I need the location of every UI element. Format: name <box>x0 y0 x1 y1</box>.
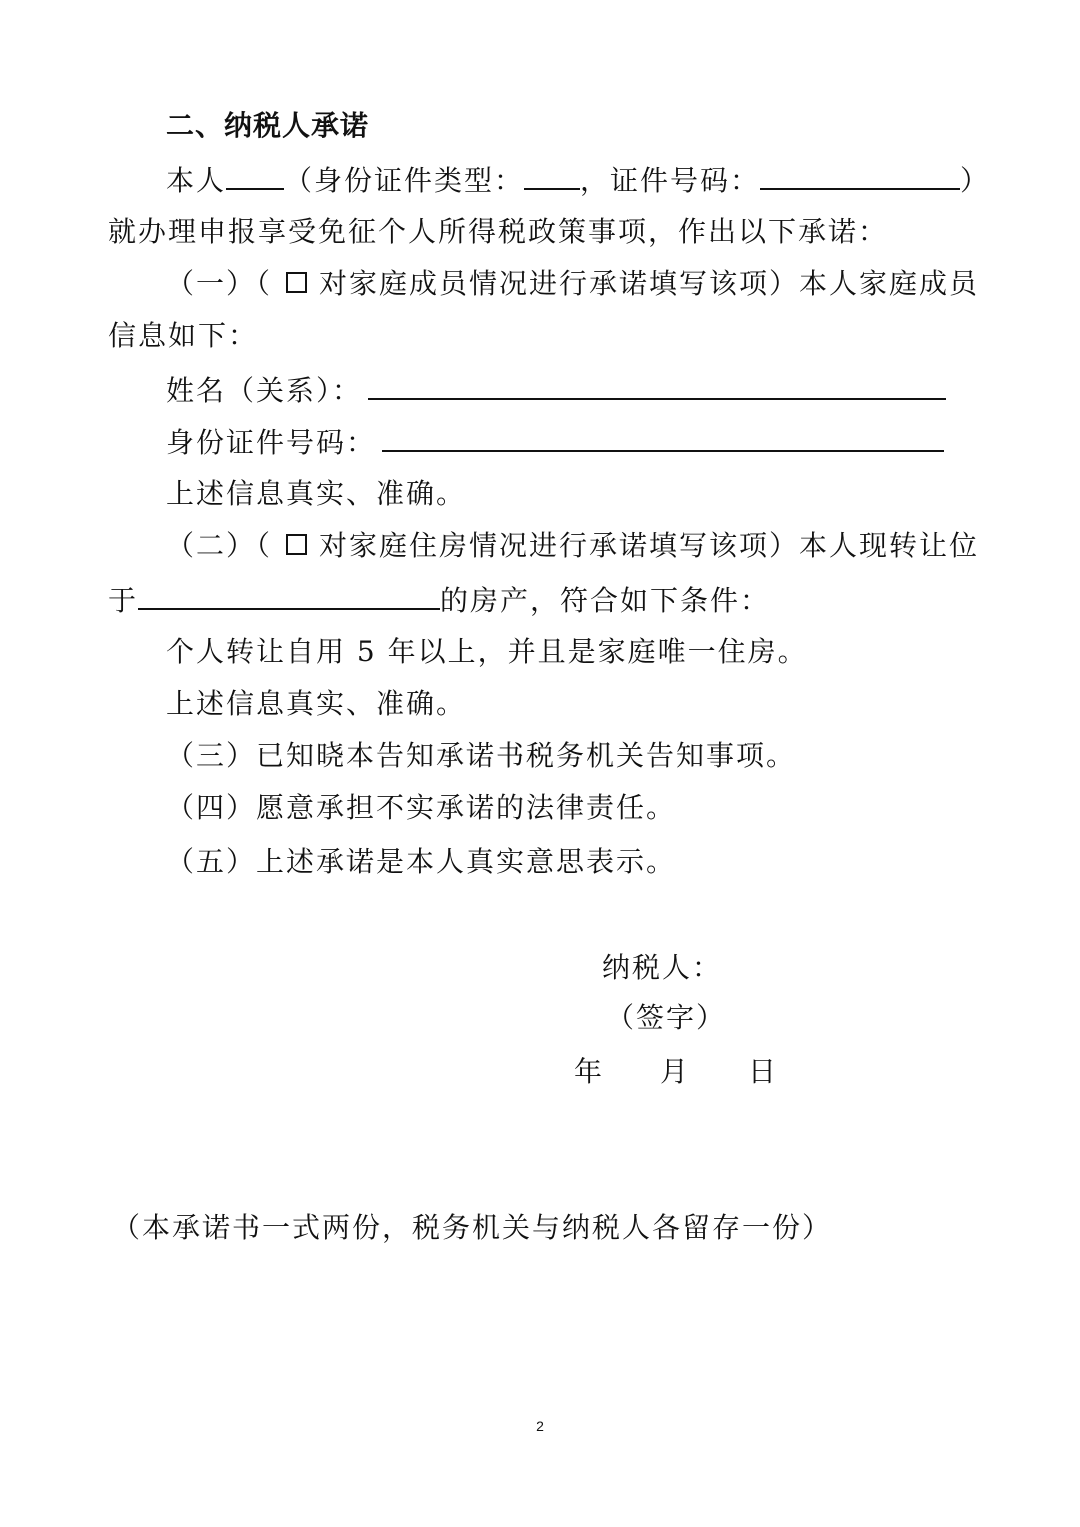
family-id-blank[interactable] <box>382 420 944 452</box>
item1-prefix: （一）（ <box>166 267 273 300</box>
item2-suffix: ）本人现转让位 <box>769 529 980 562</box>
id-number-label: ，证件号码： <box>580 164 761 197</box>
item1-checkbox[interactable] <box>286 272 307 293</box>
family-name-line <box>166 368 946 411</box>
family-id-label: 身份证件号码： <box>166 426 377 459</box>
family-name-label: 姓名（关系）： <box>166 374 363 407</box>
item1-confirm: 上述信息真实、准确。 <box>166 477 467 510</box>
item3-text: （三）已知晓本告知承诺书税务机关告知事项。 <box>166 739 797 772</box>
item2-line <box>166 526 979 566</box>
signature-label: （签字） <box>606 1001 727 1034</box>
item2-prefix: （二）（ <box>166 529 273 562</box>
item2-checkbox-text: 对家庭住房情况进行承诺填写该项 <box>319 529 770 562</box>
intro-close: ） <box>960 164 991 197</box>
family-id-line <box>166 420 944 463</box>
property-location-blank[interactable] <box>138 578 440 610</box>
date-year: 年 <box>574 1055 605 1088</box>
item1-checkbox-text: 对家庭成员情况进行承诺填写该项 <box>319 267 770 300</box>
property-lead: 于 <box>108 584 139 617</box>
item5-text: （五）上述承诺是本人真实意思表示。 <box>166 845 677 878</box>
intro-continuation: 就办理申报享受免征个人所得税政策事项，作出以下承诺： <box>108 215 889 248</box>
commitment-intro-line <box>166 158 990 201</box>
taxpayer-label: 纳税人： <box>602 951 723 984</box>
taxpayer-name-blank[interactable] <box>226 158 284 190</box>
date-month: 月 <box>660 1055 691 1088</box>
intro-lead: 本人 <box>166 164 227 197</box>
page-number: 2 <box>536 1418 544 1434</box>
item2-checkbox[interactable] <box>286 534 307 555</box>
id-type-label: （身份证件类型： <box>284 164 525 197</box>
id-number-blank[interactable] <box>760 158 960 190</box>
item1-suffix: ）本人家庭成员 <box>769 267 980 300</box>
footnote: （本承诺书一式两份，税务机关与纳税人各留存一份） <box>112 1211 833 1244</box>
item4-text: （四）愿意承担不实承诺的法律责任。 <box>166 791 677 824</box>
item1-continuation: 信息如下： <box>108 319 259 352</box>
family-name-blank[interactable] <box>368 368 946 400</box>
id-type-blank[interactable] <box>524 158 580 190</box>
property-tail: 的房产，符合如下条件： <box>440 584 771 617</box>
item2-confirm: 上述信息真实、准确。 <box>166 687 467 720</box>
property-location-line <box>108 578 770 621</box>
item2-condition: 个人转让自用 5 年以上，并且是家庭唯一住房。 <box>166 635 808 668</box>
item1-line <box>166 264 979 304</box>
section-heading: 二、纳税人承诺 <box>166 109 370 142</box>
date-day: 日 <box>748 1055 779 1088</box>
